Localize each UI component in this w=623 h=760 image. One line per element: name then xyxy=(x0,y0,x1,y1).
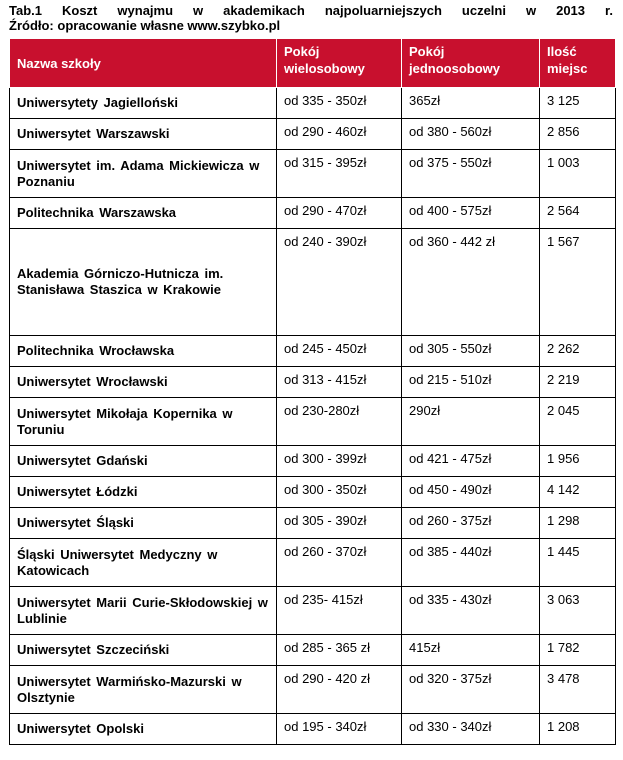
cell-multi: od 290 - 420 zł xyxy=(277,666,402,714)
cell-places: 1 782 xyxy=(540,635,616,666)
cell-places: 1 208 xyxy=(540,714,616,745)
cell-single: od 375 - 550zł xyxy=(402,150,540,198)
table-row xyxy=(10,477,616,508)
caption-source: Źródło: opracowanie własne www.szybko.pl xyxy=(9,18,281,33)
header-school-name: Nazwa szkoły xyxy=(10,39,277,88)
table-row xyxy=(10,198,616,229)
table-caption xyxy=(9,3,613,33)
cell-school: Uniwersytet Gdański xyxy=(10,446,277,477)
cell-single: 290zł xyxy=(402,398,540,446)
cell-multi: od 305 - 390zł xyxy=(277,508,402,539)
cell-single: od 450 - 490zł xyxy=(402,477,540,508)
table-row xyxy=(10,150,616,198)
table-row xyxy=(10,587,616,635)
cell-multi: od 335 - 350zł xyxy=(277,88,402,119)
table-row xyxy=(10,714,616,745)
cell-multi: od 285 - 365 zł xyxy=(277,635,402,666)
cell-single: od 330 - 340zł xyxy=(402,714,540,745)
cell-school: Akademia Górniczo-Hutnicza im. Stanisława Staszica w Krakowie xyxy=(10,229,277,336)
cell-single: od 260 - 375zł xyxy=(402,508,540,539)
cell-multi: od 315 - 395zł xyxy=(277,150,402,198)
cell-school: Uniwersytet Warmińsko-Mazurski w Olsztynie xyxy=(10,666,277,714)
caption-title: Tab.1 Koszt wynajmu w akademikach najpoluarniejszych uczelni w 2013 r. xyxy=(9,3,613,18)
cell-places: 3 125 xyxy=(540,88,616,119)
table-row xyxy=(10,229,616,336)
cell-multi: od 300 - 350zł xyxy=(277,477,402,508)
cell-multi: od 300 - 399zł xyxy=(277,446,402,477)
cell-school: Politechnika Warszawska xyxy=(10,198,277,229)
table-row xyxy=(10,539,616,587)
cell-multi: od 230-280zł xyxy=(277,398,402,446)
cell-places: 2 856 xyxy=(540,119,616,150)
cell-school: Politechnika Wrocławska xyxy=(10,336,277,367)
table-row xyxy=(10,119,616,150)
table-row xyxy=(10,446,616,477)
cell-school: Uniwersytet Warszawski xyxy=(10,119,277,150)
cell-multi: od 290 - 460zł xyxy=(277,119,402,150)
cell-single: od 380 - 560zł xyxy=(402,119,540,150)
header-single-room: Pokój jednoosobowy xyxy=(402,39,540,88)
cell-school: Uniwersytet Śląski xyxy=(10,508,277,539)
cell-school: Uniwersytet Łódzki xyxy=(10,477,277,508)
cell-school: Uniwersytet Mikołaja Kopernika w Toruniu xyxy=(10,398,277,446)
cell-single: 415zł xyxy=(402,635,540,666)
cell-single: od 385 - 440zł xyxy=(402,539,540,587)
cell-school: Uniwersytet Opolski xyxy=(10,714,277,745)
cell-school: Uniwersytet Szczeciński xyxy=(10,635,277,666)
cell-multi: od 260 - 370zł xyxy=(277,539,402,587)
cell-single: 365zł xyxy=(402,88,540,119)
cell-school: Śląski Uniwersytet Medyczny w Katowicach xyxy=(10,539,277,587)
table-row xyxy=(10,635,616,666)
cell-multi: od 245 - 450zł xyxy=(277,336,402,367)
cell-single: od 335 - 430zł xyxy=(402,587,540,635)
table-row xyxy=(10,398,616,446)
cell-school: Uniwersytet im. Adama Mickiewicza w Poznaniu xyxy=(10,150,277,198)
table-row xyxy=(10,508,616,539)
cell-single: od 320 - 375zł xyxy=(402,666,540,714)
cell-single: od 421 - 475zł xyxy=(402,446,540,477)
cell-places: 1 567 xyxy=(540,229,616,336)
cell-single: od 305 - 550zł xyxy=(402,336,540,367)
cell-places: 4 142 xyxy=(540,477,616,508)
table-row xyxy=(10,367,616,398)
cell-places: 1 298 xyxy=(540,508,616,539)
cell-places: 1 003 xyxy=(540,150,616,198)
header-places: Ilość miejsc xyxy=(540,39,616,88)
cell-school: Uniwersytety Jagielloński xyxy=(10,88,277,119)
cell-places: 3 063 xyxy=(540,587,616,635)
cell-single: od 360 - 442 zł xyxy=(402,229,540,336)
cell-multi: od 195 - 340zł xyxy=(277,714,402,745)
cell-school: Uniwersytet Wrocławski xyxy=(10,367,277,398)
cell-places: 3 478 xyxy=(540,666,616,714)
cell-places: 2 219 xyxy=(540,367,616,398)
table-row xyxy=(10,666,616,714)
cell-single: od 215 - 510zł xyxy=(402,367,540,398)
cell-multi: od 240 - 390zł xyxy=(277,229,402,336)
cell-places: 1 956 xyxy=(540,446,616,477)
cell-school: Uniwersytet Marii Curie-Skłodowskiej w Lublinie xyxy=(10,587,277,635)
cell-multi: od 235- 415zł xyxy=(277,587,402,635)
cell-single: od 400 - 575zł xyxy=(402,198,540,229)
cell-places: 2 564 xyxy=(540,198,616,229)
cell-places: 2 045 xyxy=(540,398,616,446)
table-row xyxy=(10,88,616,119)
cell-places: 1 445 xyxy=(540,539,616,587)
table-row xyxy=(10,336,616,367)
rent-cost-table xyxy=(9,38,616,745)
cell-multi: od 313 - 415zł xyxy=(277,367,402,398)
cell-multi: od 290 - 470zł xyxy=(277,198,402,229)
header-multi-room: Pokój wielosobowy xyxy=(277,39,402,88)
table-header-row xyxy=(10,39,616,88)
cell-places: 2 262 xyxy=(540,336,616,367)
